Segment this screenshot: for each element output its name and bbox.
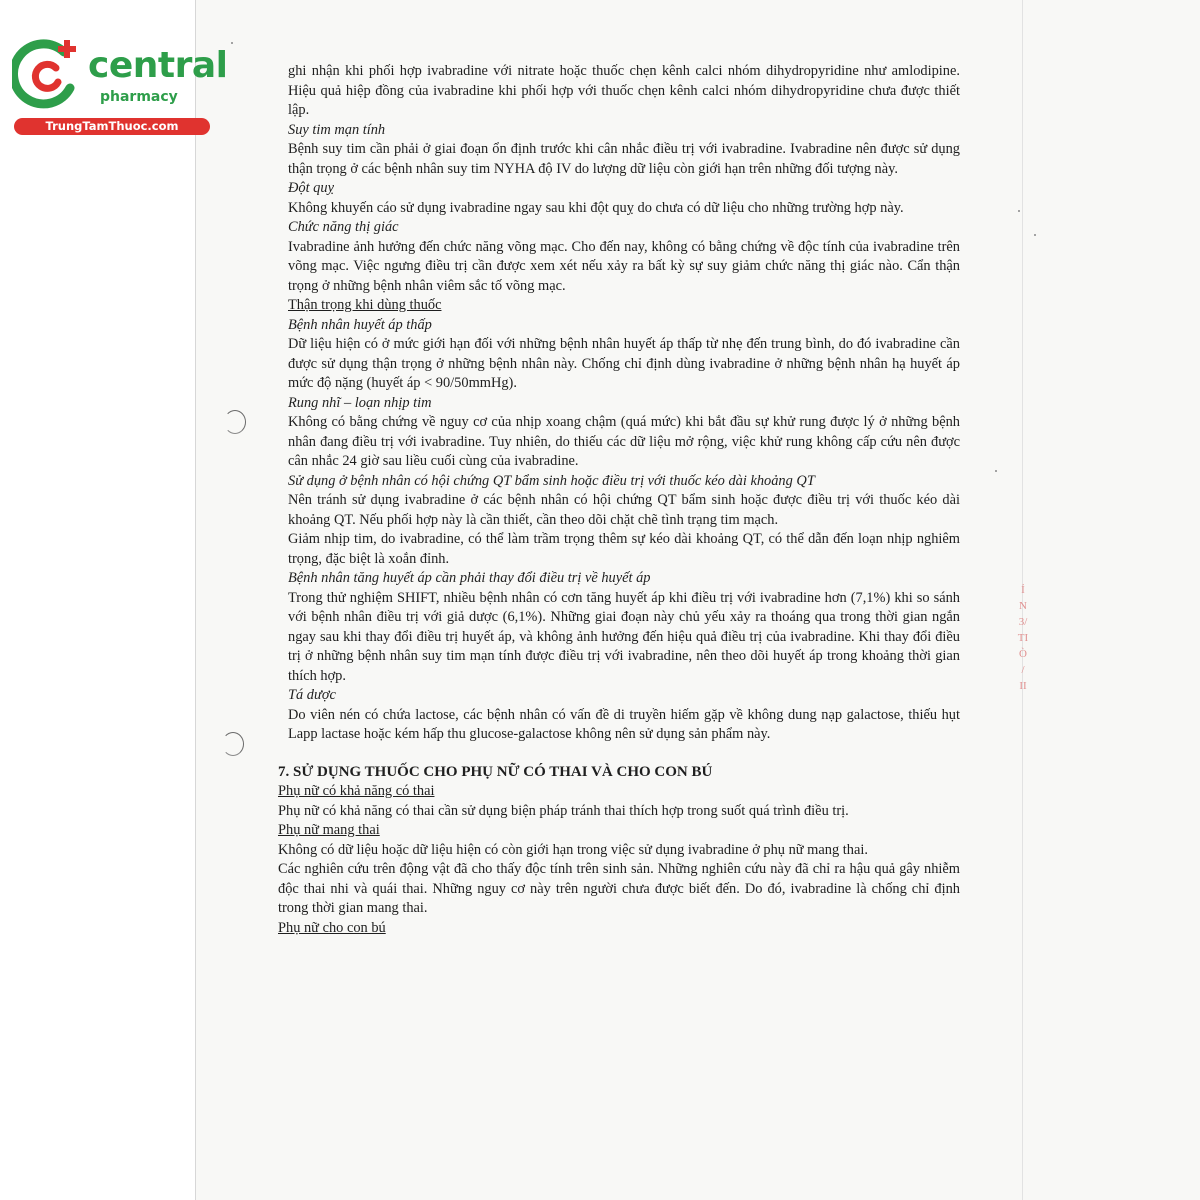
subheading-thi-giac: Chức năng thị giác — [288, 219, 399, 235]
document-body — [278, 62, 960, 938]
paragraph: Phụ nữ có khả năng có thai cần sử dụng biện pháp tránh thai thích hợp trong suốt quá trình điều trị. — [278, 802, 849, 819]
scan-speck — [1034, 234, 1036, 236]
subheading-dot-quy: Đột quỵ — [288, 180, 334, 196]
subheading-kha-nang-co-thai: Phụ nữ có khả năng có thai — [278, 783, 435, 799]
paragraph: Dữ liệu hiện có ở mức giới hạn đối với những bệnh nhân huyết áp thấp từ nhẹ đến trung bình, do đó ivabradine cần được sử dụng thận trọng ở những bệnh nhân này. Chống chỉ định dùng ivabradine ở những bệnh nhân hạ huyết áp mức độ nặng (huyết áp < 90/50mmHg). — [288, 336, 960, 391]
punch-hole-bottom — [222, 732, 244, 756]
paragraph: Nên tránh sử dụng ivabradine ở các bệnh nhân có hội chứng QT bẩm sinh hoặc được điều trị với thuốc kéo dài khoảng QT. Nếu phối hợp này là cần thiết, cần theo dõi chặt chẽ tình trạng tim mạch. — [288, 492, 960, 528]
logo-url-banner: TrungTamThuoc.com — [14, 118, 210, 135]
scan-speck — [231, 42, 233, 44]
red-stamp-fragment: Ỉ N 3/ TI Ò / II — [1017, 584, 1029, 692]
scan-speck — [995, 470, 997, 472]
subheading-suy-tim: Suy tim mạn tính — [288, 121, 386, 138]
subheading-ta-duoc: Tá dược — [288, 687, 336, 703]
paragraph: Các nghiên cứu trên động vật đã cho thấy độc tính trên sinh sản. Những nghiên cứu này đã chỉ ra hậu quả gây nhiễm độc thai nhi và quái thai. Những nguy cơ này trên người chưa được biết đến. Do đó, ivabradine là chống chỉ định trong thời gian mang thai. — [278, 861, 960, 916]
subheading-tang-huyet-ap: Bệnh nhân tăng huyết áp cần phải thay đổi điều trị về huyết áp — [288, 570, 651, 586]
punch-hole-top — [224, 410, 246, 434]
paragraph: Không khuyến cáo sử dụng ivabradine ngay sau khi đột quỵ do chưa có dữ liệu cho những trường hợp này. — [288, 199, 904, 216]
section-7-heading: 7. SỬ DỤNG THUỐC CHO PHỤ NỮ CÓ THAI VÀ CHO CON BÚ — [278, 763, 713, 780]
subheading-huyet-ap-thap: Bệnh nhân huyết áp thấp — [288, 316, 432, 333]
paragraph: Bệnh suy tim cần phải ở giai đoạn ổn định trước khi cân nhắc điều trị với ivabradine. Ivabradine nên được sử dụng thận trọng ở các bệnh nhân suy tim NYHA độ IV do lượng dữ liệu còn giới hạn trên những đối tượng này. — [288, 141, 960, 177]
pharmacy-cross-icon — [12, 38, 84, 110]
subheading-qt: Sử dụng ở bệnh nhân có hội chứng QT bẩm sinh hoặc điều trị với thuốc kéo dài khoảng QT — [288, 472, 815, 489]
paragraph: Ivabradine ảnh hưởng đến chức năng võng mạc. Cho đến nay, không có bằng chứng về độc tính của ivabradine trên võng mạc. Việc ngưng điều trị cần được xem xét nếu xảy ra bất kỳ sự suy giảm chức năng thị giác nào. Cẩn thận trọng ở những bệnh nhân viêm sắc tố võng mạc. — [288, 238, 960, 294]
subheading-cho-con-bu: Phụ nữ cho con bú — [278, 919, 386, 936]
paragraph: Không có bằng chứng về nguy cơ của nhịp xoang chậm (quá mức) khi bắt đầu sự khử rung được lý ở những bệnh nhân đang điều trị với ivabradine. Tuy nhiên, do thiếu các dữ liệu mở rộng, việc khử rung không cấp cứu nên được cân nhắc 24 giờ sau liều cuối cùng của ivabradine. — [288, 414, 960, 469]
subheading-mang-thai: Phụ nữ mang thai — [278, 822, 380, 838]
paragraph: Giảm nhịp tim, do ivabradine, có thể làm trầm trọng thêm sự kéo dài khoảng QT, có thể dẫn đến loạn nhịp nghiêm trọng, đặc biệt là xoắn đỉnh. — [288, 531, 960, 567]
paragraph: ghi nhận khi phối hợp ivabradine với nitrate hoặc thuốc chẹn kênh calci nhóm dihydropyridine như amlodipine. Hiệu quả hiệp đồng của ivabradine khi phối hợp với thuốc chẹn kênh calci nhóm dihydropyridine chưa được thiết lập. — [288, 63, 960, 118]
paragraph: Trong thử nghiệm SHIFT, nhiều bệnh nhân có cơn tăng huyết áp khi điều trị với ivabradine hơn (7,1%) khi so sánh với bệnh nhân điều trị với giả dược (6,1%). Những giai đoạn này chủ yếu xảy ra thoáng qua trong thời gian ngắn ngay sau khi thay đổi điều trị huyết áp, và không ảnh hưởng đến hiệu quả điều trị của ivabradine. Khi thay đổi điều trị ở những bệnh nhân suy tim mạn tính được điều trị với ivabradine, nên theo dõi huyết áp trong khoảng thời gian thích hợp. — [288, 589, 960, 684]
paragraph: Không có dữ liệu hoặc dữ liệu hiện có còn giới hạn trong việc sử dụng ivabradine ở phụ nữ mang thai. — [278, 841, 868, 858]
subheading-rung-nhi: Rung nhĩ – loạn nhịp tim — [288, 394, 432, 411]
central-pharmacy-logo — [12, 38, 228, 138]
page-left-edge — [195, 0, 196, 1200]
logo-subtitle: pharmacy — [100, 89, 178, 105]
scan-speck — [1018, 210, 1020, 212]
logo-name: central — [88, 45, 228, 86]
left-margin — [0, 0, 195, 1200]
subheading-than-trong: Thận trọng khi dùng thuốc — [288, 297, 442, 313]
paragraph: Do viên nén có chứa lactose, các bệnh nhân có vấn đề di truyền hiếm gặp về không dung nạp galactose, thiếu hụt Lapp lactase hoặc kém hấp thu glucose-galactose không nên sử dụng sản phẩm này. — [288, 706, 960, 742]
